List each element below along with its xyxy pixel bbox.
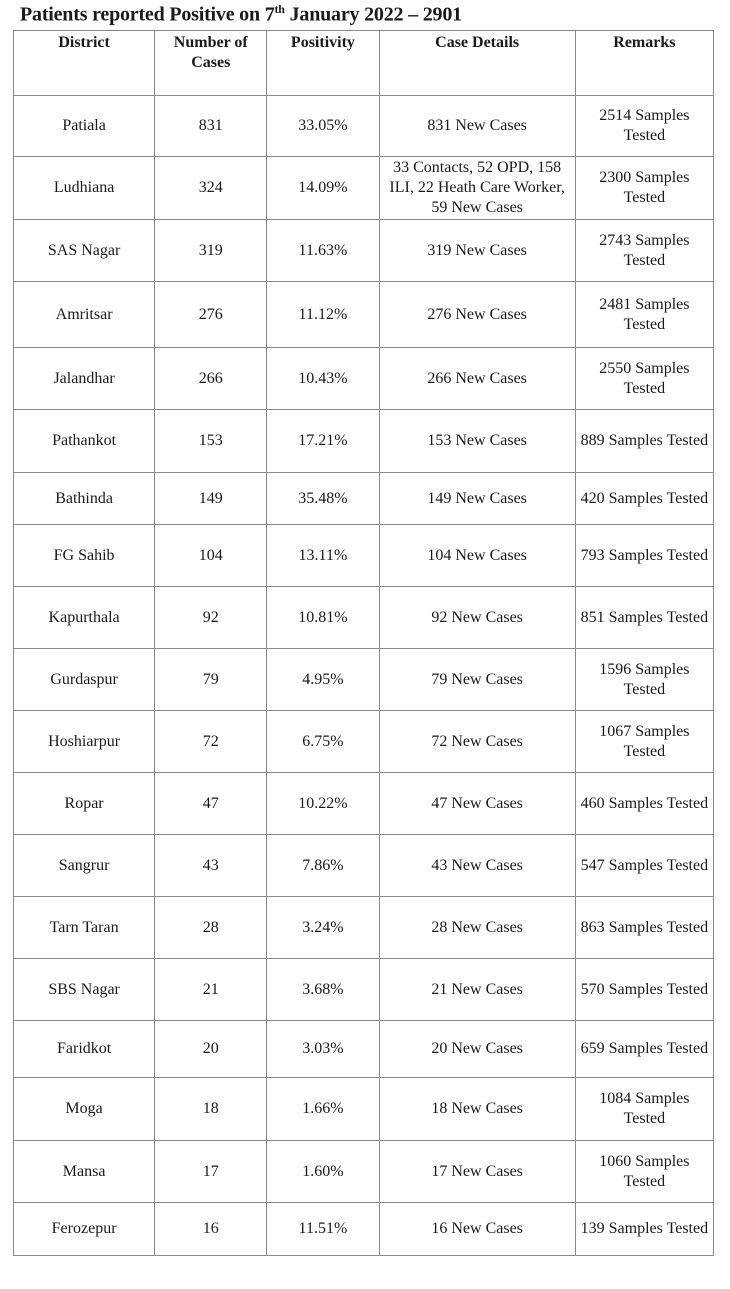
header-district: District xyxy=(14,31,155,96)
case-details-cell: 92 New Cases xyxy=(379,587,575,649)
remarks-cell: 889 Samples Tested xyxy=(575,410,713,473)
cases-cell: 17 xyxy=(155,1141,267,1203)
cases-cell: 72 xyxy=(155,711,267,773)
table-row xyxy=(14,220,714,282)
remarks-cell: 1596 Samples Tested xyxy=(575,649,713,711)
district-cell: Jalandhar xyxy=(14,348,155,410)
remarks-cell: 460 Samples Tested xyxy=(575,773,713,835)
district-cell: Moga xyxy=(14,1078,155,1141)
remarks-cell: 2743 Samples Tested xyxy=(575,220,713,282)
cases-cell: 28 xyxy=(155,897,267,959)
positivity-cell: 11.12% xyxy=(267,282,379,348)
cases-cell: 104 xyxy=(155,525,267,587)
header-case-details: Case Details xyxy=(379,31,575,96)
case-details-cell: 276 New Cases xyxy=(379,282,575,348)
cases-cell: 319 xyxy=(155,220,267,282)
page-title xyxy=(20,2,462,27)
positivity-cell: 14.09% xyxy=(267,157,379,220)
cases-cell: 47 xyxy=(155,773,267,835)
cases-cell: 18 xyxy=(155,1078,267,1141)
positivity-cell: 3.03% xyxy=(267,1021,379,1078)
positivity-cell: 1.60% xyxy=(267,1141,379,1203)
cases-cell: 16 xyxy=(155,1203,267,1256)
cases-cell: 276 xyxy=(155,282,267,348)
positivity-cell: 11.51% xyxy=(267,1203,379,1256)
positivity-cell: 10.81% xyxy=(267,587,379,649)
case-details-cell: 104 New Cases xyxy=(379,525,575,587)
case-details-cell: 21 New Cases xyxy=(379,959,575,1021)
remarks-cell: 2481 Samples Tested xyxy=(575,282,713,348)
table-row xyxy=(14,1078,714,1141)
district-cell: SBS Nagar xyxy=(14,959,155,1021)
district-cell: Patiala xyxy=(14,96,155,157)
remarks-cell: 1084 Samples Tested xyxy=(575,1078,713,1141)
district-cell: Pathankot xyxy=(14,410,155,473)
remarks-cell: 2550 Samples Tested xyxy=(575,348,713,410)
district-cell: Mansa xyxy=(14,1141,155,1203)
header-number-of-cases: Number of Cases xyxy=(155,31,267,96)
remarks-cell: 851 Samples Tested xyxy=(575,587,713,649)
header-remarks: Remarks xyxy=(575,31,713,96)
district-cell: Ropar xyxy=(14,773,155,835)
table-row xyxy=(14,897,714,959)
table-row xyxy=(14,1021,714,1078)
positivity-cell: 35.48% xyxy=(267,473,379,525)
case-details-cell: 47 New Cases xyxy=(379,773,575,835)
case-details-cell: 149 New Cases xyxy=(379,473,575,525)
positivity-cell: 1.66% xyxy=(267,1078,379,1141)
remarks-cell: 1060 Samples Tested xyxy=(575,1141,713,1203)
positivity-cell: 3.68% xyxy=(267,959,379,1021)
table-row xyxy=(14,473,714,525)
district-cases-table xyxy=(13,30,714,1256)
case-details-cell: 153 New Cases xyxy=(379,410,575,473)
table-row xyxy=(14,773,714,835)
district-cell: Amritsar xyxy=(14,282,155,348)
positivity-cell: 13.11% xyxy=(267,525,379,587)
header-row xyxy=(14,31,714,96)
remarks-cell: 570 Samples Tested xyxy=(575,959,713,1021)
table-row xyxy=(14,835,714,897)
district-cell: FG Sahib xyxy=(14,525,155,587)
header-positivity: Positivity xyxy=(267,31,379,96)
district-cell: Hoshiarpur xyxy=(14,711,155,773)
remarks-cell: 547 Samples Tested xyxy=(575,835,713,897)
cases-cell: 43 xyxy=(155,835,267,897)
remarks-cell: 1067 Samples Tested xyxy=(575,711,713,773)
district-cell: Tarn Taran xyxy=(14,897,155,959)
remarks-cell: 139 Samples Tested xyxy=(575,1203,713,1256)
remarks-cell: 863 Samples Tested xyxy=(575,897,713,959)
remarks-cell: 420 Samples Tested xyxy=(575,473,713,525)
positivity-cell: 6.75% xyxy=(267,711,379,773)
table-row xyxy=(14,649,714,711)
positivity-cell: 10.22% xyxy=(267,773,379,835)
cases-cell: 153 xyxy=(155,410,267,473)
cases-cell: 266 xyxy=(155,348,267,410)
case-details-cell: 20 New Cases xyxy=(379,1021,575,1078)
positivity-cell: 10.43% xyxy=(267,348,379,410)
table-body xyxy=(14,96,714,1256)
case-details-cell: 831 New Cases xyxy=(379,96,575,157)
positivity-cell: 7.86% xyxy=(267,835,379,897)
case-details-cell: 18 New Cases xyxy=(379,1078,575,1141)
positivity-cell: 11.63% xyxy=(267,220,379,282)
table-row xyxy=(14,157,714,220)
positivity-cell: 33.05% xyxy=(267,96,379,157)
table-row xyxy=(14,348,714,410)
case-details-cell: 16 New Cases xyxy=(379,1203,575,1256)
district-cell: Ludhiana xyxy=(14,157,155,220)
cases-cell: 92 xyxy=(155,587,267,649)
table-row xyxy=(14,525,714,587)
table-row xyxy=(14,587,714,649)
case-details-cell: 33 Contacts, 52 OPD, 158 ILI, 22 Heath Care Worker, 59 New Cases xyxy=(379,157,575,220)
remarks-cell: 2514 Samples Tested xyxy=(575,96,713,157)
title-superscript: th xyxy=(274,2,285,16)
remarks-cell: 793 Samples Tested xyxy=(575,525,713,587)
table-row xyxy=(14,1203,714,1256)
case-details-cell: 266 New Cases xyxy=(379,348,575,410)
district-cell: Bathinda xyxy=(14,473,155,525)
table-row xyxy=(14,282,714,348)
remarks-cell: 659 Samples Tested xyxy=(575,1021,713,1078)
title-prefix: Patients reported Positive on 7 xyxy=(20,3,275,26)
district-cell: Ferozepur xyxy=(14,1203,155,1256)
positivity-cell: 4.95% xyxy=(267,649,379,711)
case-details-cell: 17 New Cases xyxy=(379,1141,575,1203)
cases-cell: 831 xyxy=(155,96,267,157)
district-cell: Sangrur xyxy=(14,835,155,897)
case-details-cell: 43 New Cases xyxy=(379,835,575,897)
table-row xyxy=(14,410,714,473)
case-details-cell: 28 New Cases xyxy=(379,897,575,959)
remarks-cell: 2300 Samples Tested xyxy=(575,157,713,220)
positivity-cell: 3.24% xyxy=(267,897,379,959)
case-details-cell: 319 New Cases xyxy=(379,220,575,282)
cases-cell: 149 xyxy=(155,473,267,525)
table-row xyxy=(14,96,714,157)
table-row xyxy=(14,1141,714,1203)
case-details-cell: 79 New Cases xyxy=(379,649,575,711)
district-cell: Gurdaspur xyxy=(14,649,155,711)
cases-cell: 79 xyxy=(155,649,267,711)
cases-cell: 21 xyxy=(155,959,267,1021)
table-row xyxy=(14,711,714,773)
cases-cell: 20 xyxy=(155,1021,267,1078)
case-details-cell: 72 New Cases xyxy=(379,711,575,773)
table-row xyxy=(14,959,714,1021)
cases-cell: 324 xyxy=(155,157,267,220)
district-cell: Faridkot xyxy=(14,1021,155,1078)
district-cell: Kapurthala xyxy=(14,587,155,649)
title-suffix: January 2022 – 2901 xyxy=(284,3,462,26)
district-cell: SAS Nagar xyxy=(14,220,155,282)
positivity-cell: 17.21% xyxy=(267,410,379,473)
